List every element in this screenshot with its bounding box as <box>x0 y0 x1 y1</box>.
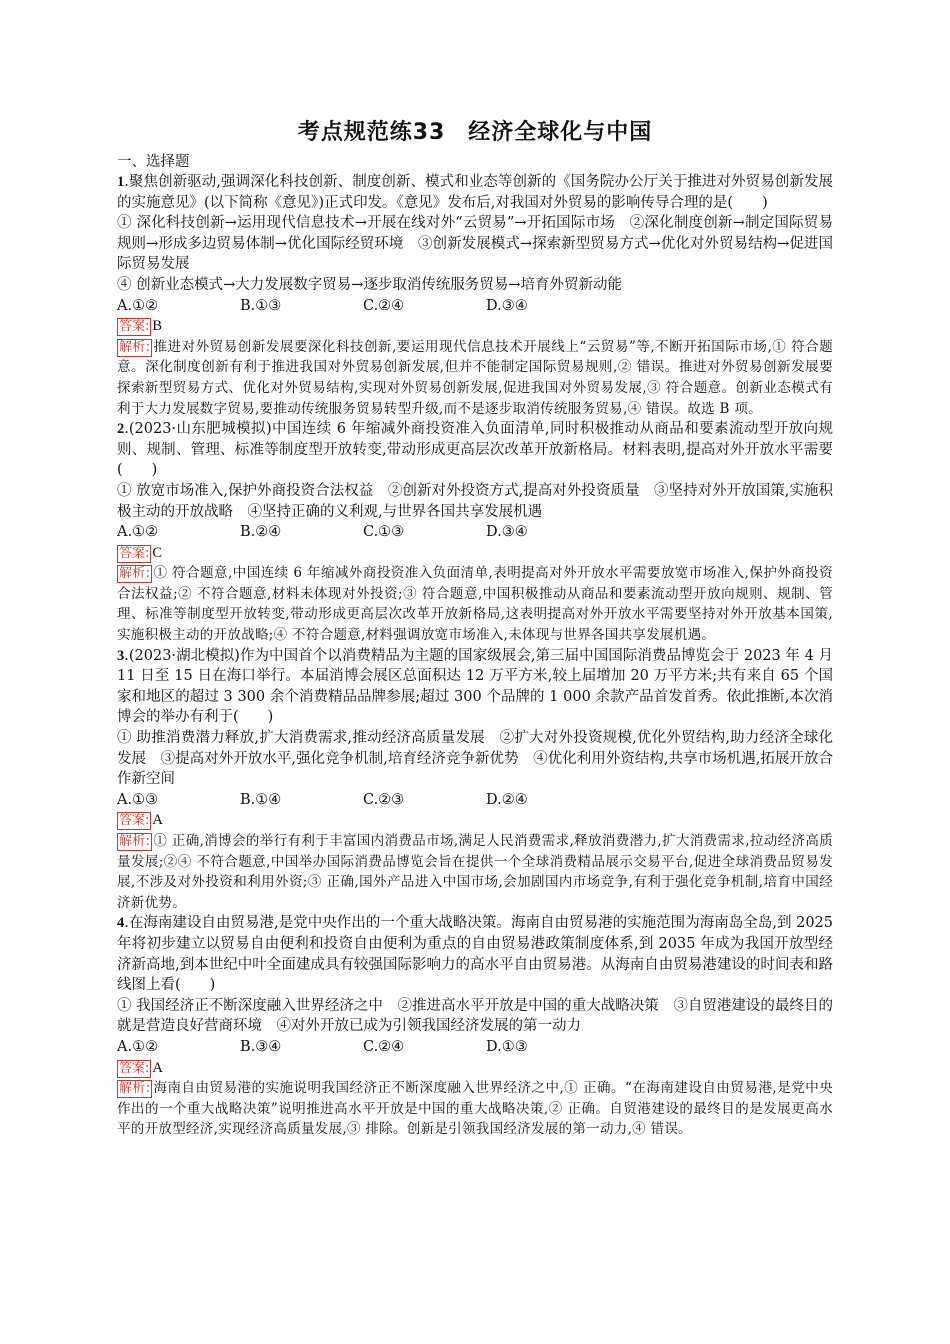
explanation <box>117 563 833 645</box>
option-a: A.①③ <box>117 791 159 808</box>
question-item: ① 我国经济正不断深度融入世界经济之中 ②推进高水平开放是中国的重大战略决策 ③自贸港建设的最终目的就是营造良好营商环境 ④对外开放已成为引领我国经济发展的第一动力 <box>117 997 833 1035</box>
option-d: D.②④ <box>486 791 528 808</box>
question-number: 1 <box>117 174 125 190</box>
answer-line <box>117 543 833 564</box>
question-stem <box>117 646 833 728</box>
explanation-text: 推进对外贸易创新发展要深化科技创新,要运用现代信息技术开展线上“云贸易”等,不断开拓国际市场,① 符合题意。深化制度创新有利于推进我国对外贸易创新发展,但并不能制定国际贸易规则,② 错误。推进对外贸易创新发展要探索新型贸易方式、优化对外贸易结构,实现对外贸易创新发展,促进我国对外贸易发展,③ 符合题意。创新业态模式有利于大力发展数字贸易,要推动传统服务贸易转型升级,而不是逐步取消传统服务贸易,④ 错误。故选 B 项。 <box>117 338 833 417</box>
option-c: C.②④ <box>363 297 405 314</box>
answer-tag: 答案: <box>119 319 150 335</box>
answer-value: A <box>152 812 163 829</box>
options-row <box>117 296 833 317</box>
explanation <box>117 831 833 913</box>
document-content <box>117 118 833 1140</box>
answer-value: B <box>152 318 163 335</box>
option-b: B.②④ <box>240 524 282 541</box>
question-text: .(2023·山东肥城模拟)中国连续 6 年缩减外商投资准入负面清单,同时积极推动从商品和要素流动型开放向规则、规制、管理、标准等制度型开放转变,带动形成更高层次改革开放新格局。材料表明,提高对外开放水平需要( ) <box>117 421 833 479</box>
option-d: D.③④ <box>486 524 528 541</box>
answer-tag: 答案: <box>119 1060 150 1076</box>
option-a: A.①② <box>117 524 159 541</box>
option-c: C.①③ <box>363 524 405 541</box>
answer-line <box>117 316 833 337</box>
option-a: A.①② <box>117 297 159 314</box>
answer-line <box>117 810 833 831</box>
explanation-text: 海南自由贸易港的实施说明我国经济正不断深度融入世界经济之中,① 正确。“在海南建设自由贸易港,是党中央作出的一个重大战略决策”说明推进高水平开放是中国的重大战略决策,② 正确。自贸港建设的最终目的是发展更高水平的开放型经济,实现经济高质量发展,③ 排除。创新是引领我国经济发展的第一动力,④ 错误。 <box>117 1080 833 1138</box>
answer-value: C <box>152 544 163 561</box>
option-c: C.②③ <box>363 791 405 808</box>
question-item: ① 深化科技创新→运用现代信息技术→开展在线对外“云贸易”→开拓国际市场 ②深化制度创新→制定国际贸易规则→形成多边贸易体制→优化国际经贸环境 ③创新发展模式→探索新型贸易方式→优化对外贸易结构→促进国际贸易发展 <box>117 215 833 273</box>
question-stem <box>117 172 833 213</box>
question-item: ① 放宽市场准入,保护外商投资合法权益 ②创新对外投资方式,提高对外投资质量 ③坚持对外开放国策,实施积极主动的开放战略 ④坚持正确的义利观,与世界各国共享发展机遇 <box>117 482 833 520</box>
options-row <box>117 1037 833 1058</box>
explain-tag: 解析: <box>119 1081 151 1097</box>
explanation <box>117 337 833 419</box>
question-item: ④ 创新业态模式→大力发展数字贸易→逐步取消传统服务贸易→培育外贸新动能 <box>117 276 623 293</box>
explain-tag: 解析: <box>119 339 151 355</box>
question-stem <box>117 419 833 481</box>
option-a: A.①② <box>117 1038 159 1055</box>
option-c: C.②④ <box>363 1038 405 1055</box>
options-row <box>117 790 833 811</box>
option-d: D.①③ <box>486 1038 528 1055</box>
question-stem <box>117 913 833 995</box>
explanation-text: ① 正确,消博会的举行有利于丰富国内消费品市场,满足人民消费需求,释放消费潜力,扩大消费需求,拉动经济高质量发展;②④ 不符合题意,中国举办国际消费品博览会旨在提供一个全球消费精品展示交易平台,促进全球消费品贸易发展,不涉及对外投资和利用外资;③ 正确,国外产品进入中国市场,会加剧国内市场竞争,有利于强化竞争机制,培育中国经济新优势。 <box>117 833 833 911</box>
option-b: B.①③ <box>240 297 282 314</box>
page-title: 考点规范练33 经济全球化与中国 <box>297 120 653 145</box>
answer-tag: 答案: <box>119 813 150 829</box>
explain-tag: 解析: <box>119 566 151 582</box>
question-text: .聚焦创新驱动,强调深化科技创新、制度创新、模式和业态等创新的《国务院办公厅关于推进对外贸易创新发展的实施意见》(以下简称《意见》)正式印发。《意见》发布后,对我国对外贸易的影响传导合理的是( ) <box>117 174 833 211</box>
option-b: B.①④ <box>240 791 282 808</box>
answer-line <box>117 1058 833 1079</box>
question-item: ① 助推消费潜力释放,扩大消费需求,推动经济高质量发展 ②扩大对外投资规模,优化外贸结构,助力经济全球化发展 ③提高对外开放水平,强化竞争机制,培育经济竞争新优势 ④优化利用外资结构,共享市场机遇,拓展开放合作新空间 <box>117 730 833 788</box>
option-d: D.③④ <box>486 297 528 314</box>
options-row <box>117 522 833 543</box>
answer-value: A <box>152 1059 163 1076</box>
question-number: 4 <box>117 915 125 932</box>
explanation-text: ① 符合题意,中国连续 6 年缩减外商投资准入负面清单,表明提高对外开放水平需要放宽市场准入,保护外商投资合法权益;② 不符合题意,材料未体现对外投资;③ 符合题意,中国积极推动从商品和要素流动型开放向规则、规制、管理、标准等制度型开放转变,带动形成更高层次改革开放新格局,这表明提高对外开放水平需要坚持对外开放基本国策,实施积极主动的开放战略;④ 不符合题意,材料强调放宽市场准入,未体现与世界各国共享发展机遇。 <box>117 565 833 644</box>
question-number: 3 <box>117 647 125 664</box>
explain-tag: 解析: <box>119 834 151 849</box>
question-4 <box>117 913 833 1140</box>
question-1 <box>117 172 833 419</box>
answer-tag: 答案: <box>119 545 150 561</box>
explanation <box>117 1078 833 1140</box>
section-heading: 一、选择题 <box>117 154 190 170</box>
question-text: .在海南建设自由贸易港,是党中央作出的一个重大战略决策。海南自由贸易港的实施范围为海南岛全岛,到 2025 年将初步建立以贸易自由便利和投资自由便利为重点的自由贸易港政策制度体系,到 2035 年成为我国开放型经济新高地,到本世纪中叶全面建成具有较强国际影响力的高水平自由贸易港。从海南自由贸易港建设的时间表和路线图上看( ) <box>117 915 833 994</box>
question-2 <box>117 419 833 646</box>
question-3 <box>117 646 833 914</box>
question-text: .(2023·湖北模拟)作为中国首个以消费精品为主题的国家级展会,第三届中国国际消费品博览会于 2023 年 4 月 11 日至 15 日在海口举行。本届消博会展区总面积达 12 万平方米,较上届增加 20 万平方米;共有来自 65 个国家和地区的超过 3 300 余个消费精品品牌参展;超过 300 个品牌的 1 000 余款产品首发首秀。依此推断,本次消博会的举办有利于( ) <box>117 647 833 726</box>
option-b: B.③④ <box>240 1038 282 1055</box>
question-number: 2 <box>117 421 125 438</box>
